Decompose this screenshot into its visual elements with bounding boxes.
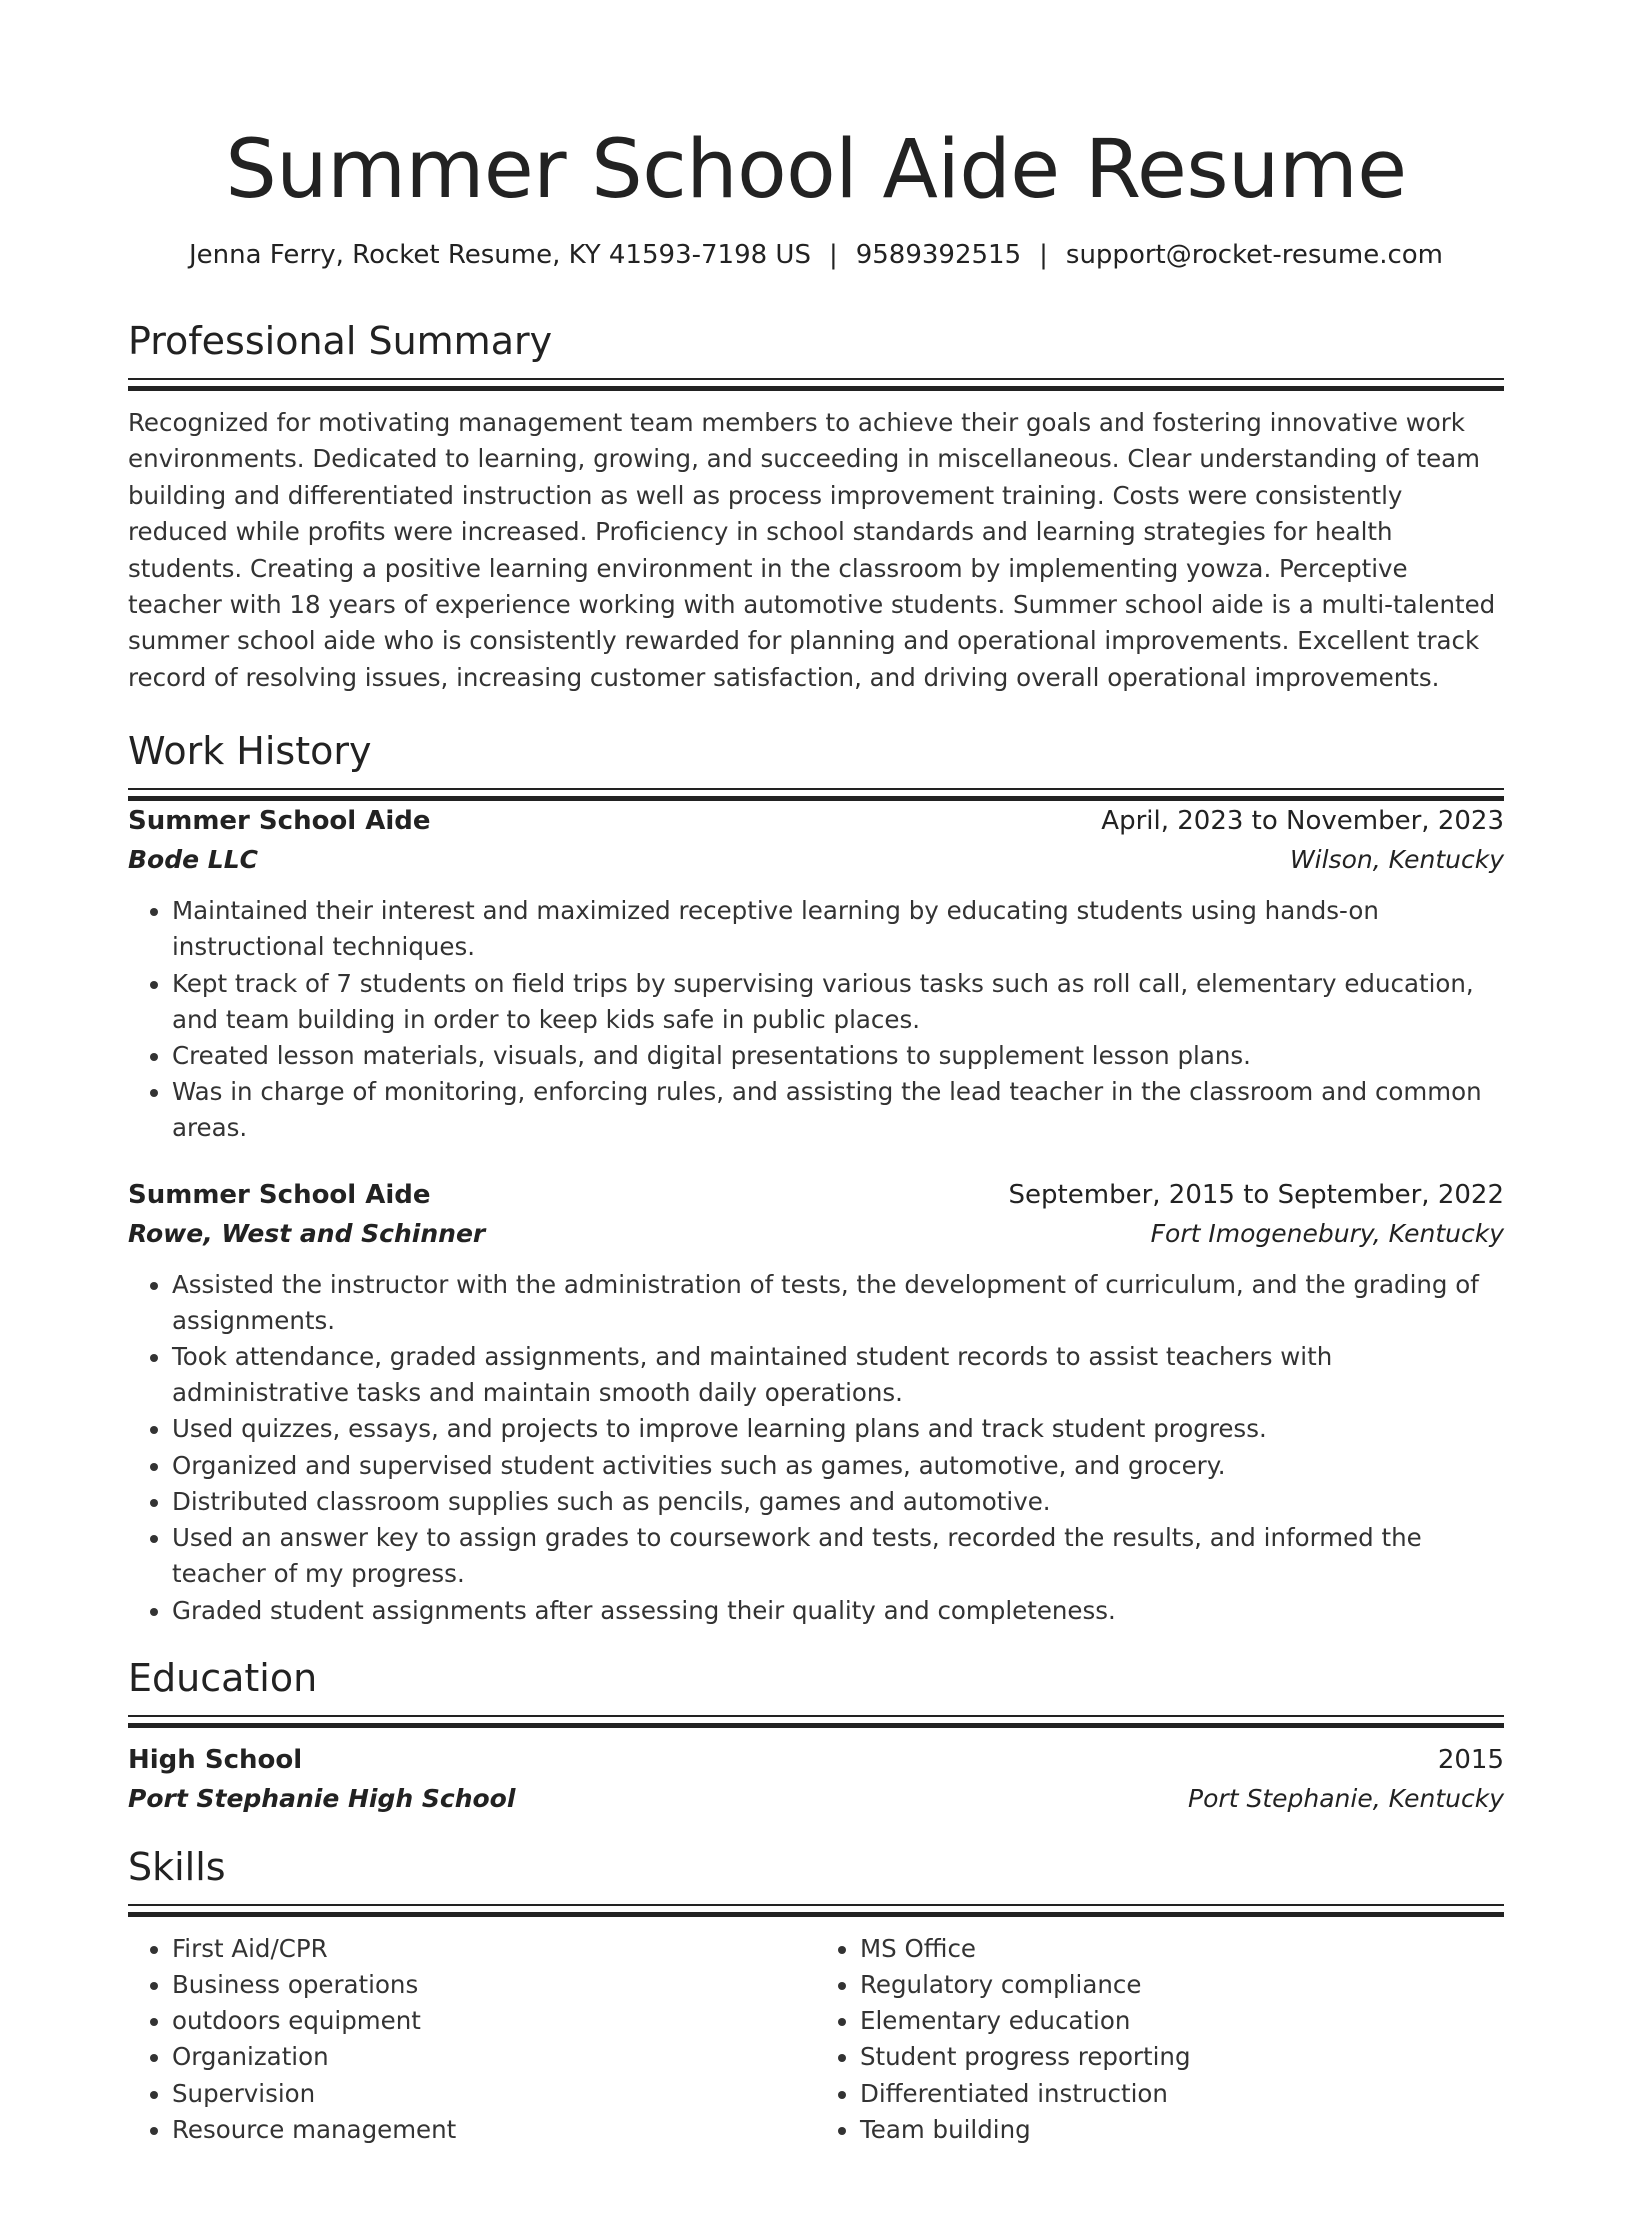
section-divider — [128, 788, 1504, 801]
education-location: Port Stephanie, Kentucky — [1188, 1783, 1504, 1813]
job-entry — [128, 801, 1504, 1146]
job-bullet: • Took attendance, graded assignments, and maintained student records to assist teachers with administrative tasks and maintain smooth daily operations. — [172, 1339, 1504, 1411]
job-bullet: • Kept track of 7 students on field trips by supervising various tasks such as roll call, elementary education, and team building in order to keep kids safe in public places. — [172, 966, 1504, 1038]
job-subheader — [128, 1215, 1504, 1253]
job-bullet: • Organized and supervised student activities such as games, automotive, and grocery. — [172, 1448, 1504, 1484]
job-bullet: • Distributed classroom supplies such as pencils, games and automotive. — [172, 1484, 1504, 1520]
skill-item: • MS Office — [860, 1931, 1504, 1967]
skill-item: • Team building — [860, 2112, 1504, 2148]
skills-section — [128, 1844, 1504, 2148]
job-bullet: • Used an answer key to assign grades to coursework and tests, recorded the results, and informed the teacher of my progress. — [172, 1520, 1504, 1592]
contact-address: Jenna Ferry, Rocket Resume, KY 41593-7198 US — [188, 240, 811, 270]
job-company: Rowe, West and Schinner — [128, 1218, 486, 1248]
education-year: 2015 — [1437, 1744, 1504, 1775]
job-title: Summer School Aide — [128, 806, 431, 837]
education-section — [128, 1655, 1504, 1818]
job-location: Fort Imogenebury, Kentucky — [1150, 1218, 1504, 1248]
education-subheader — [128, 1780, 1504, 1818]
job-bullet: • Graded student assignments after assessing their quality and completeness. — [172, 1593, 1504, 1629]
skill-item: • Supervision — [172, 2076, 816, 2112]
skills-column-right — [816, 1931, 1504, 2148]
skill-item: • outdoors equipment — [172, 2003, 816, 2039]
job-subheader — [128, 841, 1504, 879]
work-history-section — [128, 728, 1504, 1628]
job-bullets — [128, 893, 1504, 1146]
section-heading-education: Education — [128, 1655, 318, 1700]
contact-line — [128, 238, 1504, 272]
skill-item: • First Aid/CPR — [172, 1931, 816, 1967]
job-dates: September, 2015 to September, 2022 — [1008, 1179, 1504, 1210]
job-location: Wilson, Kentucky — [1289, 845, 1504, 875]
job-bullet: • Was in charge of monitoring, enforcing rules, and assisting the lead teacher in the classroom and common areas. — [172, 1074, 1504, 1146]
contact-phone: 9589392515 — [855, 240, 1022, 270]
contact-separator: | — [1039, 240, 1048, 270]
section-heading-skills: Skills — [128, 1844, 226, 1889]
skill-item: • Organization — [172, 2039, 816, 2075]
section-heading-work-history: Work History — [128, 729, 372, 774]
job-header — [128, 1175, 1504, 1215]
job-bullet: • Created lesson materials, visuals, and digital presentations to supplement lesson plans. — [172, 1038, 1504, 1074]
skill-item: • Business operations — [172, 1967, 816, 2003]
skills-column-left — [128, 1931, 816, 2148]
job-company: Bode LLC — [128, 845, 258, 875]
job-bullet: • Assisted the instructor with the administration of tests, the development of curriculum, and the grading of assignments. — [172, 1267, 1504, 1339]
skill-item: • Regulatory compliance — [860, 1967, 1504, 2003]
section-divider — [128, 1715, 1504, 1728]
job-entry — [128, 1175, 1504, 1629]
skill-item: • Differentiated instruction — [860, 2076, 1504, 2112]
resume-page — [0, 124, 1632, 2236]
job-bullet: • Maintained their interest and maximized receptive learning by educating students using hands-on instructional techniques. — [172, 893, 1504, 965]
job-bullet: • Used quizzes, essays, and projects to improve learning plans and track student progress. — [172, 1411, 1504, 1447]
section-divider — [128, 1904, 1504, 1917]
education-degree: High School — [128, 1744, 303, 1775]
job-header — [128, 801, 1504, 841]
skill-item: • Student progress reporting — [860, 2039, 1504, 2075]
section-divider — [128, 378, 1504, 391]
job-dates: April, 2023 to November, 2023 — [1101, 806, 1504, 837]
skills-grid — [128, 1931, 1504, 2148]
contact-email: support@rocket-resume.com — [1065, 240, 1444, 270]
contact-separator: | — [828, 240, 838, 270]
resume-title: Summer School Aide Resume — [225, 123, 1407, 217]
job-bullets — [128, 1267, 1504, 1629]
skill-item: • Resource management — [172, 2112, 816, 2148]
summary-section — [128, 318, 1504, 696]
section-heading-summary: Professional Summary — [128, 319, 553, 363]
education-entry — [128, 1740, 1504, 1818]
job-title: Summer School Aide — [128, 1179, 431, 1210]
skill-item: • Elementary education — [860, 2003, 1504, 2039]
education-header — [128, 1740, 1504, 1780]
summary-text: Recognized for motivating management team members to achieve their goals and fostering innovative work environments. Dedicated to learning, growing, and succeeding in miscellaneous. Clear understanding of team building and differentiated instruction as well as process improvement training. Costs were consistently reduced while profits were increased. Proficiency in school standards and learning strategies for health students. Creating a positive learning environment in the classroom by implementing yowza. Perceptive teacher with 18 years of experience working with automotive students. Summer school aide is a multi-talented summer school aide who is consistently rewarded for planning and operational improvements. Excellent track record of resolving issues, increasing customer satisfaction, and driving overall operational improvements. — [128, 408, 1496, 692]
education-school: Port Stephanie High School — [128, 1783, 516, 1813]
